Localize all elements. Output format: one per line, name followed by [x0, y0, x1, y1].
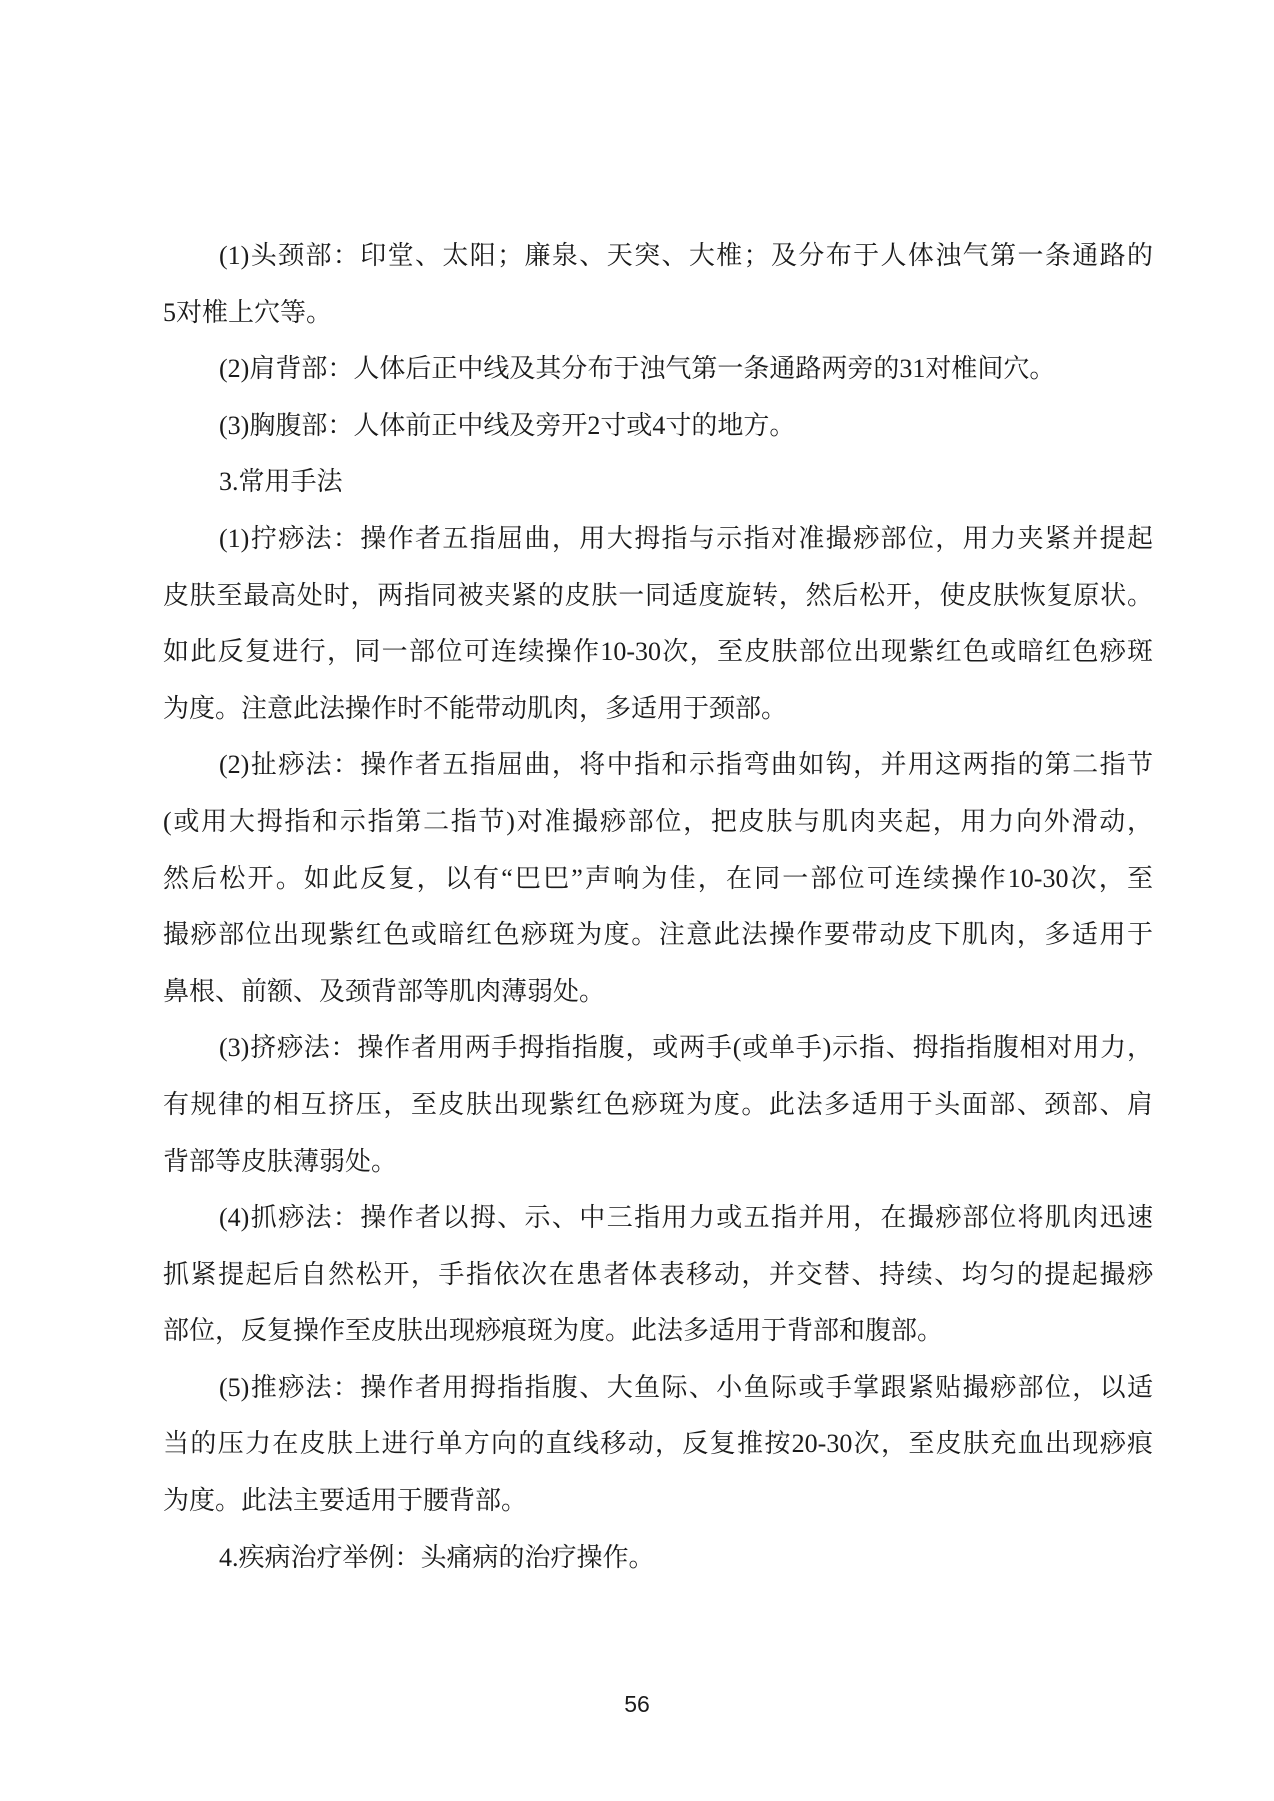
paragraph: [163, 228, 1153, 341]
document-body: [163, 228, 1153, 1586]
text-line: 如此反复进行，同一部位可连续操作10-30次，至皮肤部位出现紫红色或暗红色痧斑: [163, 637, 1153, 667]
text-line: 当的压力在皮肤上进行单方向的直线移动，反复推按20-30次，至皮肤充血出现痧痕: [163, 1429, 1153, 1459]
page-number: 56: [624, 1691, 650, 1717]
text-line: 3.常用手法: [219, 467, 343, 497]
text-line: (3)胸腹部：人体前正中线及旁开2寸或4寸的地方。: [219, 410, 796, 440]
text-line: 为度。此法主要适用于腰背部。: [163, 1486, 528, 1516]
text-line: (4)抓痧法：操作者以拇、示、中三指用力或五指并用，在撮痧部位将肌肉迅速: [219, 1203, 1153, 1233]
text-line: (1)头颈部：印堂、太阳；廉泉、天突、大椎；及分布于人体浊气第一条通路的: [219, 241, 1153, 270]
paragraph: [163, 1190, 1153, 1360]
text-line: 然后松开。如此反复，以有“巴巴”声响为佳，在同一部位可连续操作10-30次，至: [163, 863, 1153, 893]
text-line: (2)扯痧法：操作者五指屈曲，将中指和示指弯曲如钩，并用这两指的第二指节: [219, 750, 1153, 780]
text-line: 撮痧部位出现紫红色或暗红色痧斑为度。注意此法操作要带动皮下肌肉，多适用于: [163, 920, 1153, 950]
text-line: 部位，反复操作至皮肤出现痧痕斑为度。此法多适用于背部和腹部。: [163, 1316, 944, 1346]
paragraph: [163, 737, 1153, 1020]
paragraph: [163, 1020, 1153, 1190]
text-line: (2)肩背部：人体后正中线及其分布于浊气第一条通路两旁的31对椎间穴。: [219, 354, 1056, 384]
paragraph: [163, 341, 1153, 398]
text-line: (或用大拇指和示指第二指节)对准撮痧部位，把皮肤与肌肉夹起，用力向外滑动，: [163, 806, 1153, 836]
text-line: 5对椎上穴等。: [163, 297, 333, 327]
text-line: 皮肤至最高处时，两指同被夹紧的皮肤一同适度旋转，然后松开，使皮肤恢复原状。: [163, 580, 1153, 610]
paragraph: [163, 1360, 1153, 1530]
text-line: 为度。注意此法操作时不能带动肌肉，多适用于颈部。: [163, 693, 788, 723]
text-line: 4.疾病治疗举例：头痛病的治疗操作。: [219, 1542, 655, 1572]
text-line: 有规律的相互挤压，至皮肤出现紫红色痧斑为度。此法多适用于头面部、颈部、肩: [163, 1089, 1153, 1119]
paragraph: [163, 398, 1153, 455]
text-line: 背部等皮肤薄弱处。: [163, 1146, 398, 1176]
text-line: (3)挤痧法：操作者用两手拇指指腹，或两手(或单手)示指、拇指指腹相对用力，: [219, 1033, 1153, 1063]
paragraph: [163, 1530, 1153, 1587]
text-line: 鼻根、前额、及颈背部等肌肉薄弱处。: [163, 976, 606, 1006]
paragraph: [163, 454, 1153, 511]
paragraph: [163, 511, 1153, 737]
text-line: (1)拧痧法：操作者五指屈曲，用大拇指与示指对准撮痧部位，用力夹紧并提起: [219, 523, 1153, 553]
text-line: (5)推痧法：操作者用拇指指腹、大鱼际、小鱼际或手掌跟紧贴撮痧部位，以适: [219, 1372, 1153, 1402]
text-line: 抓紧提起后自然松开，手指依次在患者体表移动，并交替、持续、均匀的提起撮痧: [163, 1259, 1153, 1289]
